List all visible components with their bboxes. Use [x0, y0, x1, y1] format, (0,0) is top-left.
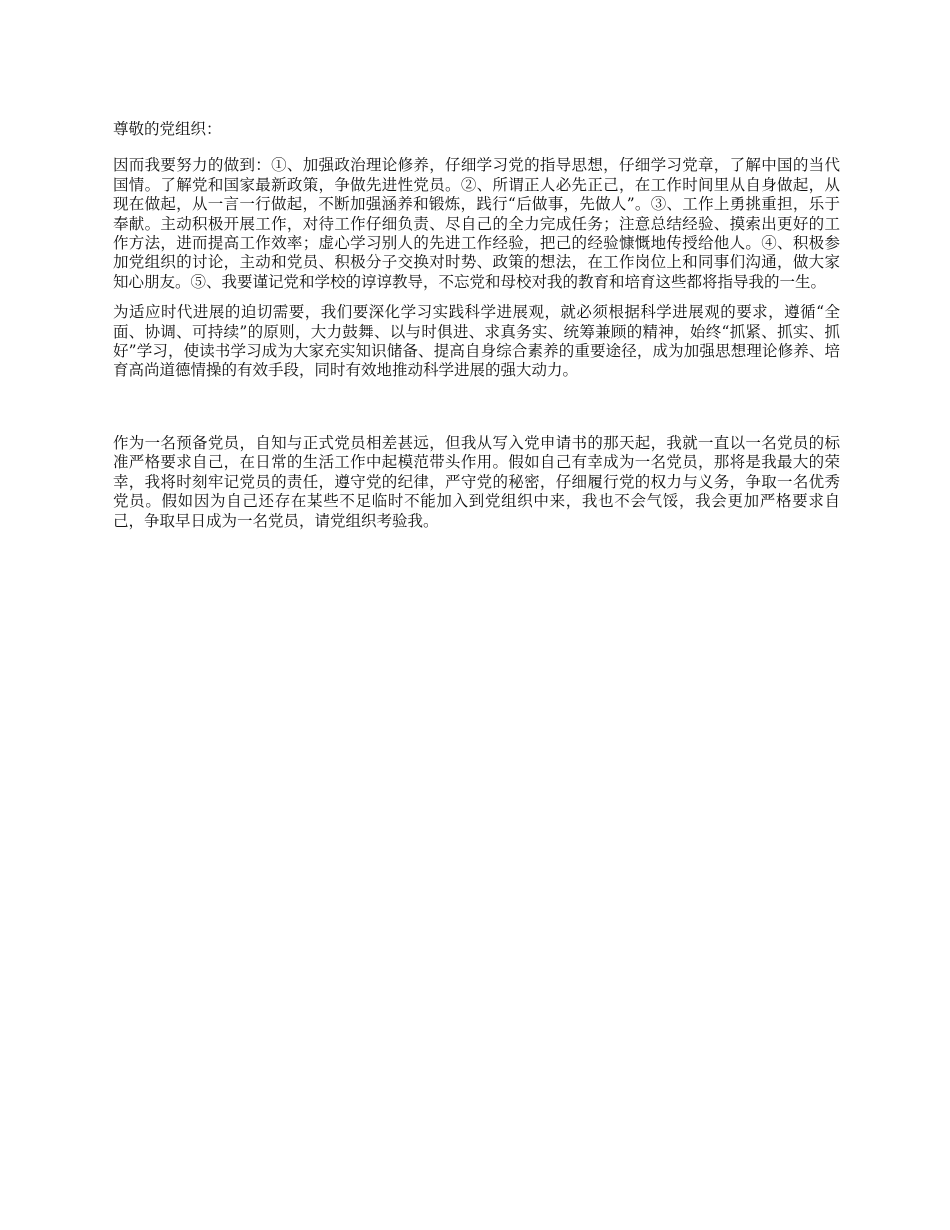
- salutation: 尊敬的党组织：: [113, 120, 222, 138]
- paragraph-commitments: 因而我要努力的做到：①、加强政治理论修养，仔细学习党的指导思想，仔细学习党章，了解中国的当代国情。了解党和国家最新政策，争做先进性党员。②、所谓正人必先正己，在工作时间里从自身做起，从现在做起，从一言一行做起，不断加强涵养和锻炼，践行“后做事，先做人”。③、工作上勇挑重担，乐于奉献。主动积极开展工作，对待工作仔细负责、尽自己的全力完成任务；注意总结经验、摸索出更好的工作方法，进而提高工作效率；虚心学习别人的先进工作经验，把己的经验慷慨地传授给他人。④、积极参加党组织的讨论，主动和党员、积极分子交换对时势、政策的想法，在工作岗位上和同事们沟通，做大家知心朋友。⑤、我要谨记党和学校的谆谆教导，不忘党和母校对我的教育和培育这些都将指导我的一生。: [113, 156, 840, 291]
- document-body: [113, 120, 840, 542]
- paragraph-closing: 作为一名预备党员，自知与正式党员相差甚远，但我从写入党申请书的那天起，我就一直以一名党员的标准严格要求自己，在日常的生活工作中起模范带头作用。假如自己有幸成为一名党员，那将是我最大的荣幸，我将时刻牢记党员的责任，遵守党的纪律，严守党的秘密，仔细履行党的权力与义务，争取一名优秀党员。假如因为自己还存在某些不足临时不能加入到党组织中来，我也不会气馁，我会更加严格要求自己，争取早日成为一名党员，请党组织考验我。: [113, 433, 840, 530]
- paragraph-gap: [113, 392, 840, 434]
- paragraph-study: 为适应时代进展的迫切需要，我们要深化学习实践科学进展观，就必须根据科学进展观的要求，遵循“全面、协调、可持续”的原则，大力鼓舞、以与时俱进、求真务实、统筹兼顾的精神，始终“抓紧、抓实、抓好”学习，使读书学习成为大家充实知识储备、提高自身综合素养的重要途径，成为加强思想理论修养、培育高尚道德情操的有效手段，同时有效地推动科学进展的强大动力。: [113, 303, 840, 380]
